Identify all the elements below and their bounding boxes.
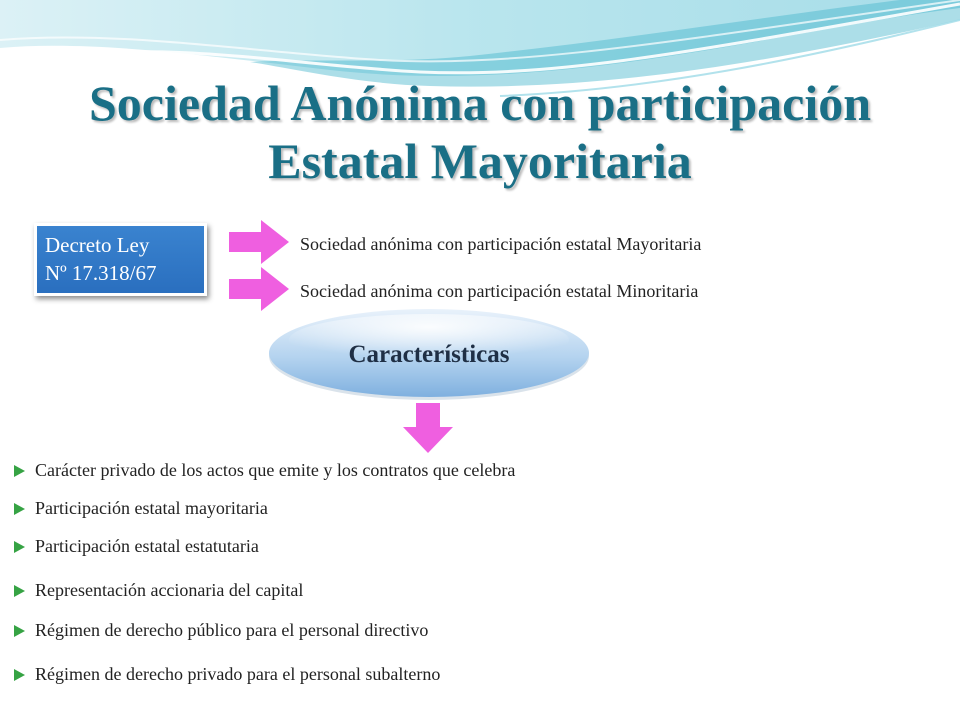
list-item-2 [14,498,268,519]
pink-arrow-icon-1 [229,220,289,264]
list-item-4 [14,580,303,601]
chevron-bullet-icon [14,465,25,477]
decree-box [34,223,207,296]
characteristics-label: Características [348,341,510,368]
characteristics-ellipse [264,306,594,404]
list-item-6 [14,664,440,685]
type-majority-text: Sociedad anónima con participación estatal Mayoritaria [300,234,702,254]
list-item-text: Participación estatal mayoritaria [35,498,268,518]
chevron-bullet-icon [14,669,25,681]
chevron-bullet-icon [14,585,25,597]
list-item-5 [14,620,428,641]
pink-arrow-icon-2 [229,267,289,311]
slide-title: Sociedad Anónima con participación Estatal Mayoritaria [88,75,872,189]
pink-down-arrow-icon [403,403,453,453]
list-item-1 [14,460,515,481]
chevron-bullet-icon [14,541,25,553]
decree-line-1: Decreto Ley [45,233,150,257]
decree-line-2: Nº 17.318/67 [45,261,157,285]
list-item-text: Régimen de derecho privado para el personal subalterno [35,664,441,684]
list-item-3 [14,536,259,557]
list-item-text: Carácter privado de los actos que emite y los contratos que celebra [35,460,516,480]
list-item-text: Participación estatal estatutaria [35,536,259,556]
chevron-bullet-icon [14,503,25,515]
type-minority-text: Sociedad anónima con participación estatal Minoritaria [300,281,699,301]
list-item-text: Representación accionaria del capital [35,580,304,600]
chevron-bullet-icon [14,625,25,637]
list-item-text: Régimen de derecho público para el personal directivo [35,620,429,640]
